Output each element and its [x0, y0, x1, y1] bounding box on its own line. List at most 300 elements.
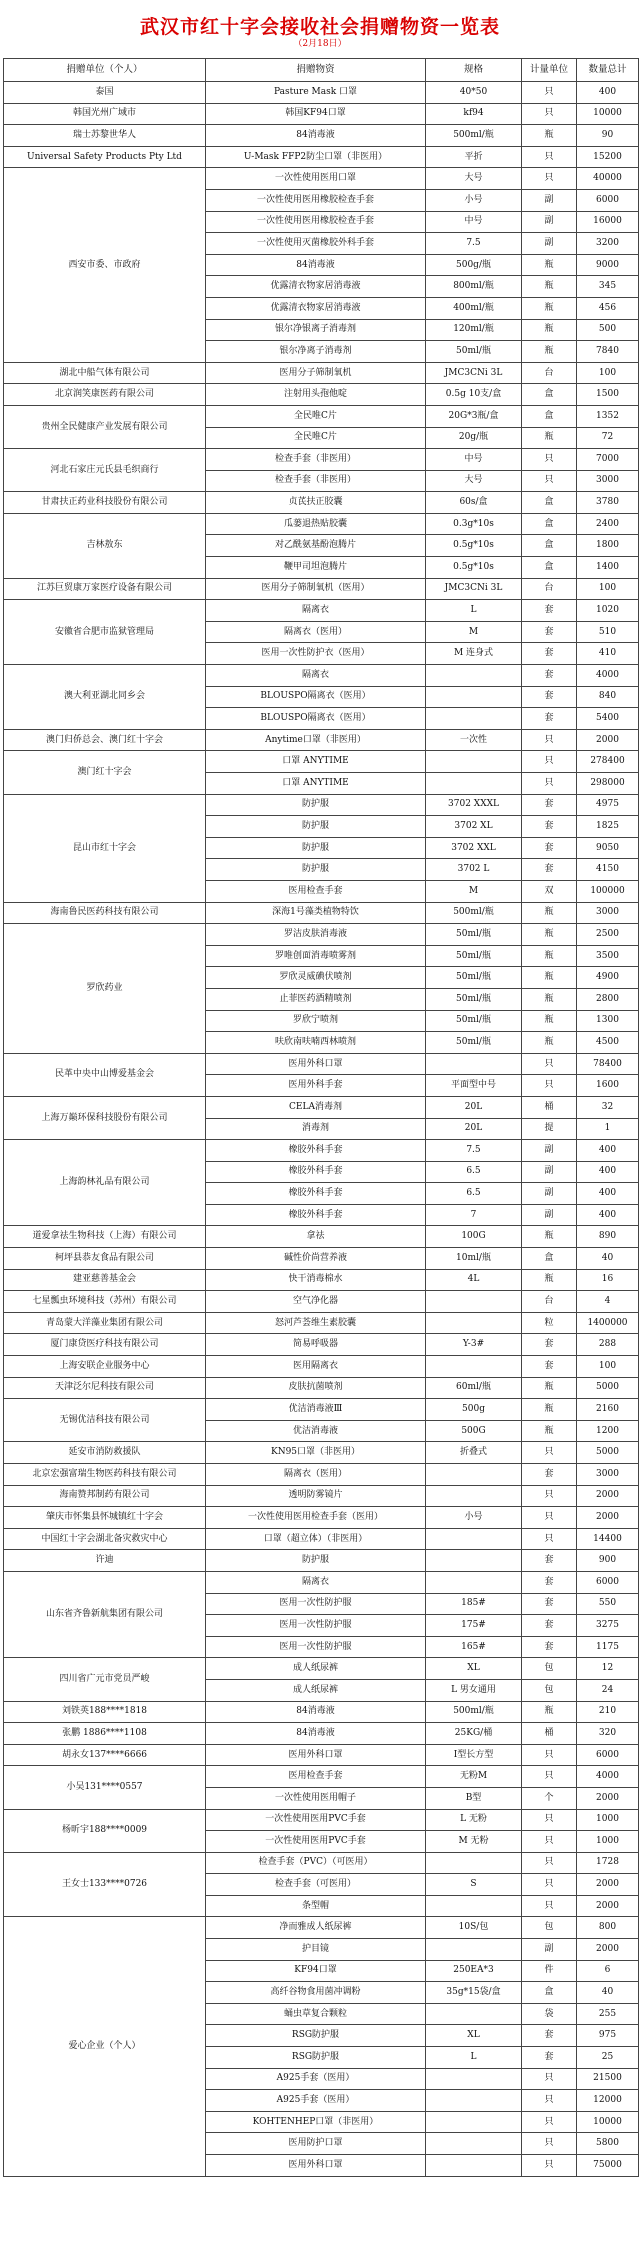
item-cell: 医用一次性防护衣（医用）	[206, 643, 426, 665]
table-row	[4, 600, 639, 622]
table-row	[4, 1701, 639, 1723]
unit-cell: 台	[522, 578, 577, 600]
table-row	[4, 449, 639, 471]
quantity-cell: 10000	[577, 2111, 639, 2133]
table-row	[4, 1226, 639, 1248]
donation-table	[3, 58, 639, 2177]
quantity-cell: 2000	[577, 729, 639, 751]
quantity-cell: 500	[577, 319, 639, 341]
unit-cell: 台	[522, 362, 577, 384]
donor-cell: 四川省广元市党员严峻	[4, 1658, 206, 1701]
table-row	[4, 1723, 639, 1745]
spec-cell	[426, 1356, 522, 1378]
donor-cell: 七星瓢虫环境科技（苏州）有限公司	[4, 1291, 206, 1313]
unit-cell: 瓶	[522, 1032, 577, 1054]
quantity-cell: 1000	[577, 1809, 639, 1831]
quantity-cell: 840	[577, 686, 639, 708]
quantity-cell: 345	[577, 276, 639, 298]
spec-cell: L	[426, 600, 522, 622]
spec-cell: 20L	[426, 1096, 522, 1118]
unit-cell: 套	[522, 621, 577, 643]
donor-cell: 湖北中船气体有限公司	[4, 362, 206, 384]
quantity-cell: 15200	[577, 146, 639, 168]
item-cell: 消毒剂	[206, 1118, 426, 1140]
quantity-cell: 1352	[577, 405, 639, 427]
item-cell: 条型帽	[206, 1895, 426, 1917]
quantity-cell: 3000	[577, 902, 639, 924]
quantity-cell: 72	[577, 427, 639, 449]
unit-cell: 瓶	[522, 319, 577, 341]
table-row	[4, 578, 639, 600]
item-cell: 透明防雾镜片	[206, 1485, 426, 1507]
donor-cell: Universal Safety Products Pty Ltd	[4, 146, 206, 168]
item-cell: 隔离衣	[206, 665, 426, 687]
unit-cell: 个	[522, 1787, 577, 1809]
spec-cell: 60ml/瓶	[426, 1377, 522, 1399]
item-cell: 一次性使用医用口罩	[206, 168, 426, 190]
item-cell: 检查手套（PVC）（可医用）	[206, 1852, 426, 1874]
spec-cell: 500ml/瓶	[426, 902, 522, 924]
item-cell: 橡胶外科手套	[206, 1140, 426, 1162]
quantity-cell: 1600	[577, 1075, 639, 1097]
table-row	[4, 492, 639, 514]
quantity-cell: 40	[577, 1248, 639, 1270]
item-cell: 医用外科手套	[206, 1075, 426, 1097]
donor-cell: 澳大利亚湖北同乡会	[4, 665, 206, 730]
spec-cell	[426, 1939, 522, 1961]
item-cell: 呋欣南呋喃西林喷剂	[206, 1032, 426, 1054]
unit-cell: 只	[522, 146, 577, 168]
donor-cell: 王女士133****0726	[4, 1852, 206, 1917]
quantity-cell: 25	[577, 2047, 639, 2069]
table-row	[4, 1766, 639, 1788]
unit-cell: 副	[522, 1204, 577, 1226]
donor-cell: 澳门归侨总会、澳门红十字会	[4, 729, 206, 751]
item-cell: 成人纸尿裤	[206, 1679, 426, 1701]
unit-cell: 瓶	[522, 125, 577, 147]
item-cell: 对乙酰氨基酚泡腾片	[206, 535, 426, 557]
item-cell: 优洁消毒液	[206, 1420, 426, 1442]
table-row	[4, 513, 639, 535]
spec-cell	[426, 708, 522, 730]
spec-cell: 500g/瓶	[426, 254, 522, 276]
item-cell: 怒河芦荟维生素胶囊	[206, 1312, 426, 1334]
unit-cell: 套	[522, 708, 577, 730]
item-cell: KOHTENHEP口罩（非医用）	[206, 2111, 426, 2133]
item-cell: 一次性使用医用帽子	[206, 1787, 426, 1809]
quantity-cell: 10000	[577, 103, 639, 125]
spec-cell: 小号	[426, 1507, 522, 1529]
item-cell: 银尔净离子消毒剂	[206, 341, 426, 363]
unit-cell: 瓶	[522, 254, 577, 276]
unit-cell: 瓶	[522, 1399, 577, 1421]
unit-cell: 套	[522, 1334, 577, 1356]
quantity-cell: 2000	[577, 1507, 639, 1529]
quantity-cell: 278400	[577, 751, 639, 773]
spec-cell: 35g*15袋/盒	[426, 1982, 522, 2004]
unit-cell: 只	[522, 168, 577, 190]
quantity-cell: 14400	[577, 1528, 639, 1550]
item-cell: 医用外科口罩	[206, 1053, 426, 1075]
donor-cell: 柯坪县恭友食品有限公司	[4, 1248, 206, 1270]
unit-cell: 包	[522, 1917, 577, 1939]
spec-cell: 400ml/瓶	[426, 297, 522, 319]
spec-cell: 中号	[426, 211, 522, 233]
quantity-cell: 1175	[577, 1636, 639, 1658]
spec-cell: 500ml/瓶	[426, 125, 522, 147]
quantity-cell: 2000	[577, 1939, 639, 1961]
spec-cell: 大号	[426, 168, 522, 190]
spec-cell: 折叠式	[426, 1442, 522, 1464]
unit-cell: 盒	[522, 535, 577, 557]
table-row	[4, 1550, 639, 1572]
quantity-cell: 7000	[577, 449, 639, 471]
table-row	[4, 1442, 639, 1464]
spec-cell	[426, 1895, 522, 1917]
quantity-cell: 410	[577, 643, 639, 665]
quantity-cell: 320	[577, 1723, 639, 1745]
table-header-row	[4, 59, 639, 82]
quantity-cell: 5000	[577, 1442, 639, 1464]
spec-cell: 中号	[426, 449, 522, 471]
item-cell: 瓜蒌退热贴胶囊	[206, 513, 426, 535]
spec-cell: 500G	[426, 1420, 522, 1442]
item-cell: RSG防护服	[206, 2047, 426, 2069]
unit-cell: 台	[522, 1291, 577, 1313]
item-cell: 检查手套（非医用）	[206, 449, 426, 471]
spec-cell: 40*50	[426, 82, 522, 104]
col-header-unit: 计量单位	[522, 59, 577, 82]
quantity-cell: 100	[577, 362, 639, 384]
donor-cell: 河北石家庄元氏县毛织商行	[4, 449, 206, 492]
item-cell: BLOUSPO隔离衣（医用）	[206, 686, 426, 708]
spec-cell: 120ml/瓶	[426, 319, 522, 341]
unit-cell: 套	[522, 1636, 577, 1658]
donor-cell: 北京宏强富瑞生物医药科技有限公司	[4, 1464, 206, 1486]
item-cell: 鞭甲司坦泡腾片	[206, 557, 426, 579]
quantity-cell: 3000	[577, 1464, 639, 1486]
unit-cell: 套	[522, 859, 577, 881]
donor-cell: 西安市委、市政府	[4, 168, 206, 362]
spec-cell	[426, 2133, 522, 2155]
table-row	[4, 1507, 639, 1529]
item-cell: 医用一次性防护服	[206, 1593, 426, 1615]
spec-cell	[426, 1053, 522, 1075]
item-cell: 84消毒液	[206, 254, 426, 276]
spec-cell	[426, 751, 522, 773]
donor-cell: 建亚慈善基金会	[4, 1269, 206, 1291]
item-cell: 医用一次性防护服	[206, 1615, 426, 1637]
table-row	[4, 1658, 639, 1680]
quantity-cell: 2160	[577, 1399, 639, 1421]
quantity-cell: 1400000	[577, 1312, 639, 1334]
col-header-item: 捐赠物资	[206, 59, 426, 82]
item-cell: 一次性使用医用橡胶检查手套	[206, 211, 426, 233]
spec-cell: 500g	[426, 1399, 522, 1421]
unit-cell: 瓶	[522, 276, 577, 298]
item-cell: 橡胶外科手套	[206, 1204, 426, 1226]
unit-cell: 瓶	[522, 945, 577, 967]
unit-cell: 副	[522, 1939, 577, 1961]
quantity-cell: 2800	[577, 988, 639, 1010]
spec-cell: M 连身式	[426, 643, 522, 665]
item-cell: 防护服	[206, 816, 426, 838]
quantity-cell: 1200	[577, 1420, 639, 1442]
quantity-cell: 90	[577, 125, 639, 147]
quantity-cell: 4900	[577, 967, 639, 989]
item-cell: 橡胶外科手套	[206, 1183, 426, 1205]
item-cell: 碱性价尚营养液	[206, 1248, 426, 1270]
spec-cell: M	[426, 880, 522, 902]
unit-cell: 提	[522, 1118, 577, 1140]
table-row	[4, 1377, 639, 1399]
quantity-cell: 100000	[577, 880, 639, 902]
item-cell: 隔离衣（医用）	[206, 1464, 426, 1486]
unit-cell: 套	[522, 665, 577, 687]
spec-cell	[426, 686, 522, 708]
spec-cell: 100G	[426, 1226, 522, 1248]
quantity-cell: 2000	[577, 1485, 639, 1507]
table-row	[4, 1464, 639, 1486]
spec-cell: JMC3CNi 3L	[426, 362, 522, 384]
item-cell: RSG防护服	[206, 2025, 426, 2047]
unit-cell: 瓶	[522, 1420, 577, 1442]
unit-cell: 瓶	[522, 427, 577, 449]
quantity-cell: 9050	[577, 837, 639, 859]
unit-cell: 盒	[522, 492, 577, 514]
col-header-spec: 规格	[426, 59, 522, 82]
report-date: （2月18日）	[293, 39, 347, 49]
spec-cell	[426, 1291, 522, 1313]
quantity-cell: 12000	[577, 2090, 639, 2112]
spec-cell: 大号	[426, 470, 522, 492]
quantity-cell: 24	[577, 1679, 639, 1701]
item-cell: 罗欣宁喷剂	[206, 1010, 426, 1032]
unit-cell: 瓶	[522, 902, 577, 924]
spec-cell: 50ml/瓶	[426, 1010, 522, 1032]
item-cell: 拿祛	[206, 1226, 426, 1248]
spec-cell: 50ml/瓶	[426, 967, 522, 989]
unit-cell: 盒	[522, 557, 577, 579]
quantity-cell: 100	[577, 578, 639, 600]
unit-cell: 只	[522, 2133, 577, 2155]
quantity-cell: 6000	[577, 189, 639, 211]
spec-cell: 4L	[426, 1269, 522, 1291]
item-cell: 罗欣灵威碘伏喷剂	[206, 967, 426, 989]
quantity-cell: 32	[577, 1096, 639, 1118]
table-row	[4, 103, 639, 125]
item-cell: A925手套（医用）	[206, 2068, 426, 2090]
quantity-cell: 400	[577, 1161, 639, 1183]
spec-cell: L 男女通用	[426, 1679, 522, 1701]
unit-cell: 盒	[522, 1982, 577, 2004]
table-row	[4, 1140, 639, 1162]
spec-cell: 800ml/瓶	[426, 276, 522, 298]
unit-cell: 只	[522, 773, 577, 795]
donor-cell: 安徽省合肥市监狱管理局	[4, 600, 206, 665]
table-row	[4, 665, 639, 687]
quantity-cell: 75000	[577, 2155, 639, 2177]
spec-cell: 165#	[426, 1636, 522, 1658]
unit-cell: 只	[522, 449, 577, 471]
unit-cell: 只	[522, 1874, 577, 1896]
unit-cell: 套	[522, 1464, 577, 1486]
table-row	[4, 794, 639, 816]
unit-cell: 只	[522, 1507, 577, 1529]
item-cell: 医用分子筛制氧机	[206, 362, 426, 384]
spec-cell: 50ml/瓶	[426, 924, 522, 946]
unit-cell: 套	[522, 1550, 577, 1572]
table-row	[4, 1291, 639, 1313]
quantity-cell: 100	[577, 1356, 639, 1378]
quantity-cell: 4000	[577, 665, 639, 687]
unit-cell: 套	[522, 2025, 577, 2047]
quantity-cell: 78400	[577, 1053, 639, 1075]
spec-cell: 3702 XXXL	[426, 794, 522, 816]
item-cell: 一次性使用医用PVC手套	[206, 1809, 426, 1831]
unit-cell: 套	[522, 2047, 577, 2069]
item-cell: 医用隔离衣	[206, 1356, 426, 1378]
spec-cell: 175#	[426, 1615, 522, 1637]
quantity-cell: 5400	[577, 708, 639, 730]
quantity-cell: 2400	[577, 513, 639, 535]
quantity-cell: 3000	[577, 470, 639, 492]
donor-cell: 韩国光州广域市	[4, 103, 206, 125]
quantity-cell: 1800	[577, 535, 639, 557]
spec-cell: 60s/盒	[426, 492, 522, 514]
donor-cell: 罗欣药业	[4, 924, 206, 1054]
quantity-cell: 400	[577, 1183, 639, 1205]
unit-cell: 瓶	[522, 1226, 577, 1248]
unit-cell: 袋	[522, 2003, 577, 2025]
item-cell: 一次性使用医用橡胶检查手套	[206, 189, 426, 211]
spec-cell	[426, 1485, 522, 1507]
item-cell: 隔离衣	[206, 600, 426, 622]
unit-cell: 只	[522, 1744, 577, 1766]
spec-cell: 7	[426, 1204, 522, 1226]
donor-cell: 澳门红十字会	[4, 751, 206, 794]
spec-cell	[426, 2155, 522, 2177]
donor-cell: 瑞士苏黎世华人	[4, 125, 206, 147]
item-cell: 84消毒液	[206, 125, 426, 147]
table-row	[4, 384, 639, 406]
table-row	[4, 1744, 639, 1766]
item-cell: 医用外科口罩	[206, 1744, 426, 1766]
donor-cell: 甘肃扶正药业科技股份有限公司	[4, 492, 206, 514]
quantity-cell: 400	[577, 1140, 639, 1162]
unit-cell: 瓶	[522, 1010, 577, 1032]
item-cell: 检查手套（可医用）	[206, 1874, 426, 1896]
spec-cell: 20G*3瓶/盒	[426, 405, 522, 427]
spec-cell	[426, 773, 522, 795]
unit-cell: 只	[522, 751, 577, 773]
table-row	[4, 1528, 639, 1550]
table-row	[4, 125, 639, 147]
item-cell: 优露清衣物家居消毒液	[206, 276, 426, 298]
item-cell: KF94口罩	[206, 1960, 426, 1982]
quantity-cell: 288	[577, 1334, 639, 1356]
unit-cell: 只	[522, 729, 577, 751]
unit-cell: 只	[522, 1831, 577, 1853]
spec-cell: 平面型中号	[426, 1075, 522, 1097]
table-row	[4, 1269, 639, 1291]
table-row	[4, 1852, 639, 1874]
spec-cell: 50ml/瓶	[426, 945, 522, 967]
donor-cell: 无锡优洁科技有限公司	[4, 1399, 206, 1442]
spec-cell: 一次性	[426, 729, 522, 751]
quantity-cell: 400	[577, 82, 639, 104]
quantity-cell: 550	[577, 1593, 639, 1615]
spec-cell	[426, 665, 522, 687]
spec-cell: 平折	[426, 146, 522, 168]
unit-cell: 只	[522, 1528, 577, 1550]
spec-cell: 185#	[426, 1593, 522, 1615]
quantity-cell: 800	[577, 1917, 639, 1939]
quantity-cell: 16	[577, 1269, 639, 1291]
spec-cell	[426, 2111, 522, 2133]
quantity-cell: 456	[577, 297, 639, 319]
unit-cell: 副	[522, 1140, 577, 1162]
unit-cell: 只	[522, 1442, 577, 1464]
item-cell: 口罩 ANYTIME	[206, 751, 426, 773]
item-cell: 医用检查手套	[206, 1766, 426, 1788]
donor-cell: 胡永女137****6666	[4, 1744, 206, 1766]
spec-cell: XL	[426, 2025, 522, 2047]
table-row	[4, 1356, 639, 1378]
item-cell: 防护服	[206, 794, 426, 816]
quantity-cell: 1300	[577, 1010, 639, 1032]
unit-cell: 包	[522, 1679, 577, 1701]
quantity-cell: 6000	[577, 1744, 639, 1766]
quantity-cell: 4	[577, 1291, 639, 1313]
page-title: 武汉市红十字会接收社会捐赠物资一览表	[139, 16, 500, 38]
donor-cell: 天津泛尔尼科技有限公司	[4, 1377, 206, 1399]
unit-cell: 套	[522, 686, 577, 708]
unit-cell: 瓶	[522, 341, 577, 363]
quantity-cell: 40000	[577, 168, 639, 190]
unit-cell: 套	[522, 643, 577, 665]
donor-cell: 小吴131****0557	[4, 1766, 206, 1809]
item-cell: 橡胶外科手套	[206, 1161, 426, 1183]
item-cell: 一次性使用医用检查手套（医用）	[206, 1507, 426, 1529]
unit-cell: 副	[522, 1161, 577, 1183]
item-cell: 口罩 ANYTIME	[206, 773, 426, 795]
quantity-cell: 4975	[577, 794, 639, 816]
item-cell: BLOUSPO隔离衣（医用）	[206, 708, 426, 730]
unit-cell: 瓶	[522, 924, 577, 946]
unit-cell: 瓶	[522, 297, 577, 319]
item-cell: 注射用头孢他啶	[206, 384, 426, 406]
col-header-quantity: 数量总计	[577, 59, 639, 82]
spec-cell: 250EA*3	[426, 1960, 522, 1982]
item-cell: 银尔净银离子消毒剂	[206, 319, 426, 341]
table-row	[4, 1809, 639, 1831]
quantity-cell: 3780	[577, 492, 639, 514]
donor-cell: 北京润笑康医药有限公司	[4, 384, 206, 406]
unit-cell: 副	[522, 233, 577, 255]
donor-cell: 吉林敖东	[4, 513, 206, 578]
donor-cell: 许迪	[4, 1550, 206, 1572]
unit-cell: 盒	[522, 405, 577, 427]
table-row	[4, 82, 639, 104]
spec-cell	[426, 1312, 522, 1334]
item-cell: 贞芪扶正胶囊	[206, 492, 426, 514]
spec-cell	[426, 1464, 522, 1486]
quantity-cell: 900	[577, 1550, 639, 1572]
quantity-cell: 1	[577, 1118, 639, 1140]
quantity-cell: 210	[577, 1701, 639, 1723]
spec-cell: 3702 XL	[426, 816, 522, 838]
